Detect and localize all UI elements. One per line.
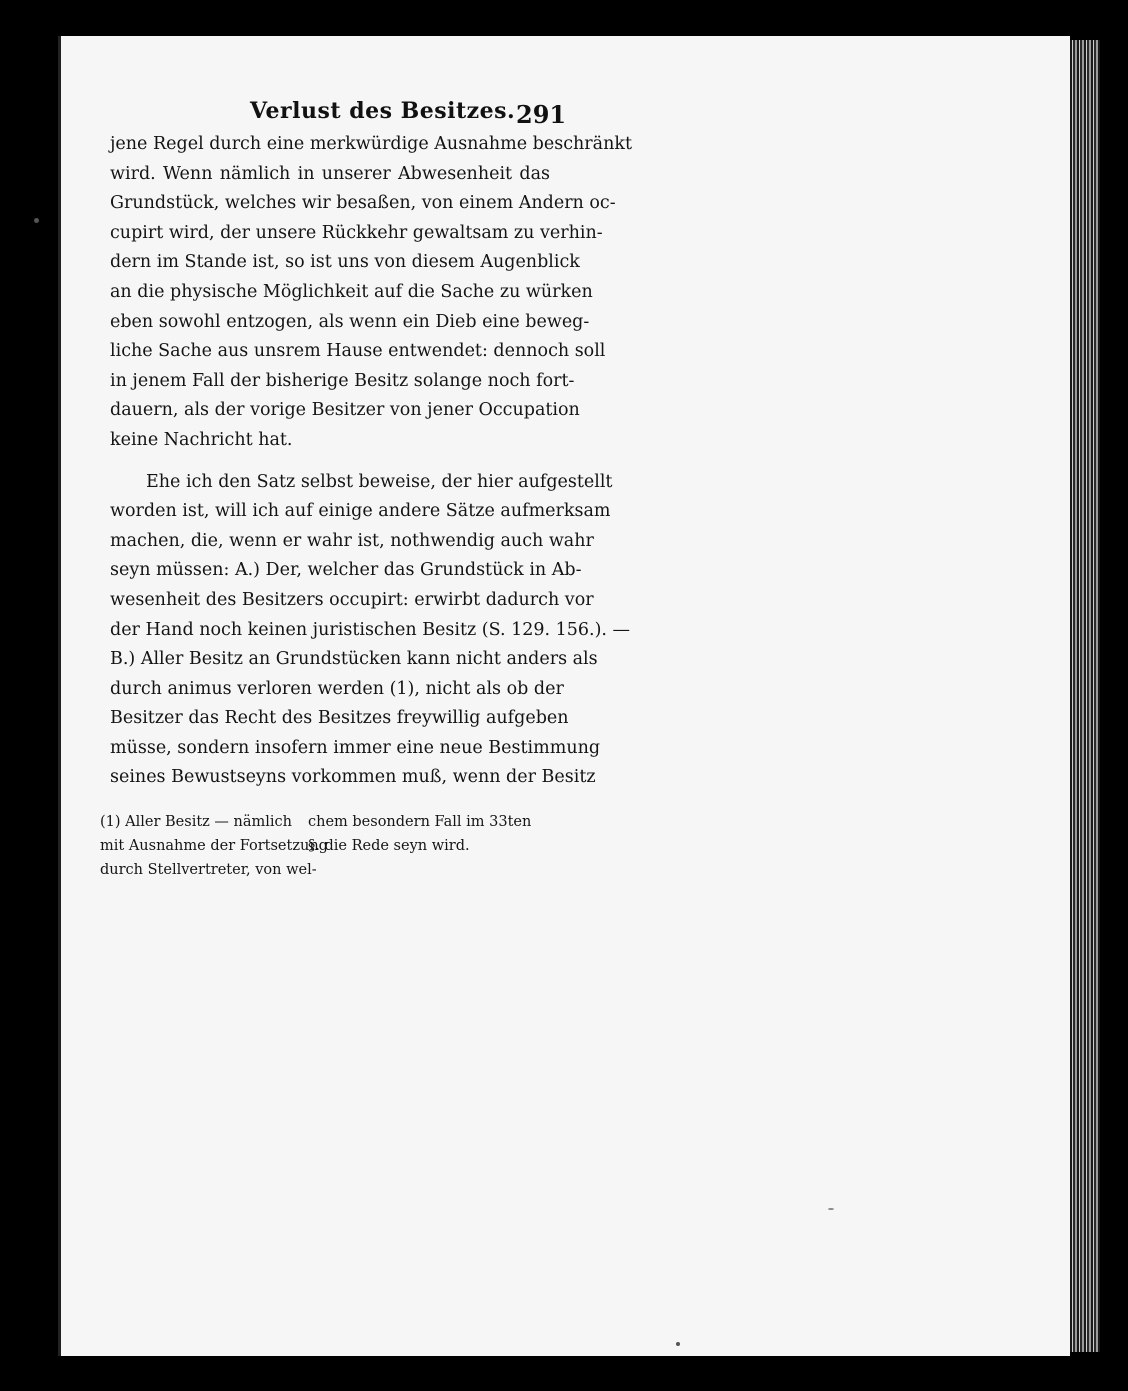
text-line: machen, die, wenn er wahr ist, nothwendig auch wahr xyxy=(110,530,594,551)
footnote-text: durch Stellvertreter, von wel- xyxy=(100,862,317,878)
page-number: 291 xyxy=(516,100,567,129)
text-line: wesenheit des Besitzers occupirt: erwirbt dadurch vor xyxy=(110,589,594,610)
text-line: Grundstück, welches wir besaßen, von einem Andern oc- xyxy=(110,193,616,214)
text-line: Besitzer das Recht des Besitzes freywillig aufgeben xyxy=(110,708,569,729)
text-line: in jenem Fall der bisherige Besitz solange noch fort- xyxy=(110,370,575,391)
footnote-text: chem besondern Fall im 33ten xyxy=(308,814,532,830)
text-line: eben sowohl entzogen, als wenn ein Dieb eine beweg- xyxy=(110,311,590,332)
footnote-text: (1) Aller Besitz — nämlich xyxy=(100,814,292,830)
text-line: müsse, sondern insofern immer eine neue Bestimmung xyxy=(110,737,601,758)
book-page-edges xyxy=(1068,40,1100,1352)
text-line: der Hand noch keinen juristischen Besitz (S. 129. 156.). — xyxy=(110,619,631,640)
text-line: Ehe ich den Satz selbst beweise, der hier aufgestellt xyxy=(146,471,613,492)
footnote-text: §. die Rede seyn wird. xyxy=(308,838,470,854)
text-line: worden ist, will ich auf einige andere Sätze aufmerksam xyxy=(110,501,611,522)
paragraph xyxy=(110,130,632,456)
text-line: seines Bewustseyns vorkommen muß, wenn der Besitz xyxy=(110,767,596,788)
page-header xyxy=(250,98,567,132)
footnote xyxy=(100,810,548,882)
text-line: keine Nachricht hat. xyxy=(110,429,293,450)
ink-speck xyxy=(34,218,39,223)
ink-speck xyxy=(676,1342,680,1346)
body-text xyxy=(110,130,632,793)
paragraph xyxy=(110,468,631,794)
text-line: dauern, als der vorige Besitzer von jener Occupation xyxy=(110,400,580,421)
footnote-text: mit Ausnahme der Fortsetzung xyxy=(100,838,328,854)
text-line: dern im Stande ist, so ist uns von diesem Augenblick xyxy=(110,252,580,273)
footnote-line xyxy=(100,810,548,834)
footnote-line xyxy=(100,858,548,882)
text-line: B.) Aller Besitz an Grundstücken kann nicht anders als xyxy=(110,649,598,670)
text-line: jene Regel durch eine merkwürdige Ausnahme beschränkt xyxy=(110,134,632,154)
ink-speck xyxy=(828,1208,834,1210)
text-line: cupirt wird, der unsere Rückkehr gewaltsam zu verhin- xyxy=(110,222,603,243)
running-head: Verlust des Besitzes. xyxy=(250,98,516,124)
text-line: seyn müssen: A.) Der, welcher das Grundstück in Ab- xyxy=(110,560,582,581)
text-line: durch animus verloren werden (1), nicht als ob der xyxy=(110,678,564,699)
footnote-line xyxy=(100,834,548,858)
text-line: an die physische Möglichkeit auf die Sache zu würken xyxy=(110,281,593,302)
text-line: liche Sache aus unsrem Hause entwendet: dennoch soll xyxy=(110,341,606,362)
text-line: wird. Wenn nämlich in unserer Abwesenheit das xyxy=(110,163,550,184)
